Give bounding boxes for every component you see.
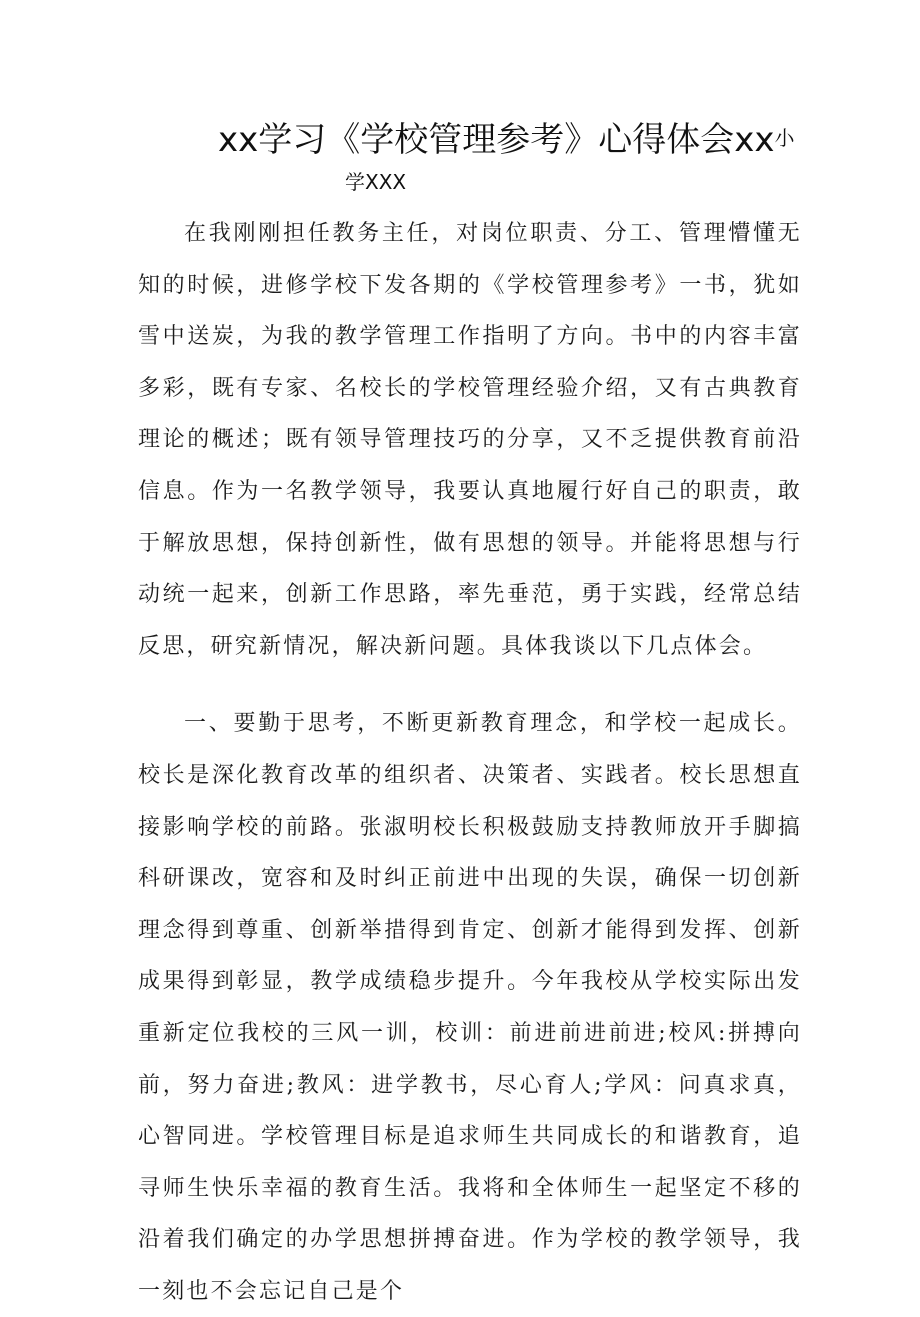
- author-line: 学XXX: [345, 170, 407, 194]
- document-title-main: xx学习《学校管理参考》心得体会xx: [218, 120, 775, 160]
- paragraph-point-one: 一、要勤于思考，不断更新教育理念，和学校一起成长。校长是深化教育改革的组织者、决策者、实践者。校长思想直接影响学校的前路。张淑明校长积极鼓励支持教师放开手脚搞科研课改，宽容和及时纠正前进中出现的失误，确保一切创新理念得到尊重、创新举措得到肯定、创新才能得到发挥、创新成果得到彰显，教学成绩稳步提升。今年我校从学校实际出发重新定位我校的三风一训，校训：前进前进前进;校风:拼搏向前，努力奋进;教风：进学教书，尽心育人;学风：问真求真，心智同进。学校管理目标是追求师生共同成长的和谐教育，追寻师生快乐幸福的教育生活。我将和全体师生一起坚定不移的沿着我们确定的办学思想拼搏奋进。作为学校的教学领导，我一刻也不会忘记自己是个: [138, 711, 802, 1304]
- document-title: [218, 112, 794, 161]
- paragraph-intro: 在我刚刚担任教务主任，对岗位职责、分工、管理懵懂无知的时候，进修学校下发各期的《学校管理参考》一书，犹如雪中送炭，为我的教学管理工作指明了方向。书中的内容丰富多彩，既有专家、名校长的学校管理经验介绍，又有古典教育理论的概述；既有领导管理技巧的分享，又不乏提供教育前沿信息。作为一名教学领导，我要认真地履行好自己的职责，敢于解放思想，保持创新性，做有思想的领导。并能将思想与行动统一起来，创新工作思路，率先垂范，勇于实践，经常总结反思，研究新情况，解决新问题。具体我谈以下几点体会。: [138, 221, 802, 659]
- document-body: [138, 208, 802, 1317]
- document-title-suffix: 小: [774, 126, 795, 150]
